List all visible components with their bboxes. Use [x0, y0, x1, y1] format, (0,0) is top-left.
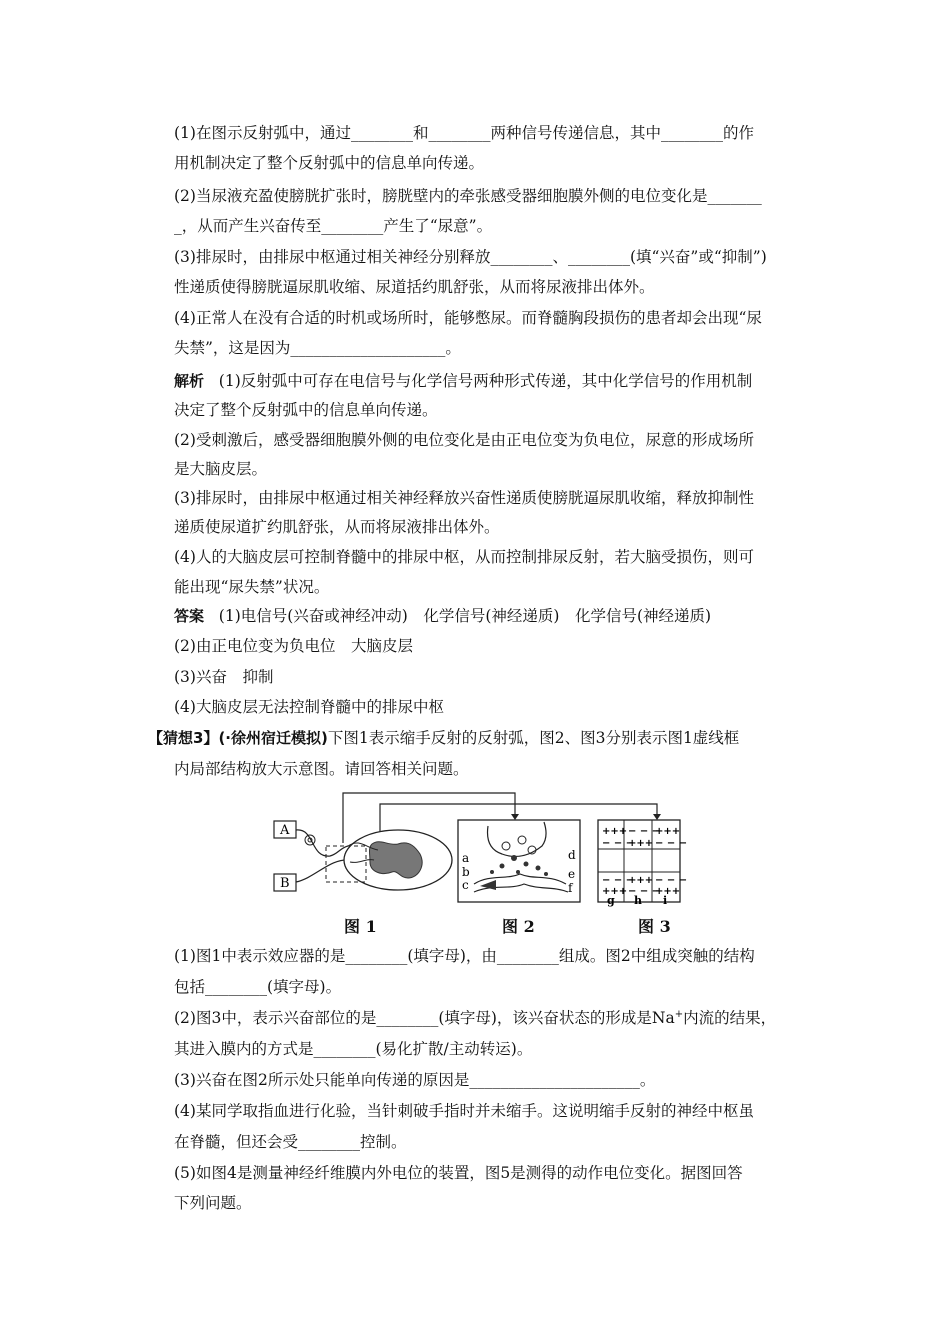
fig3-bottom-2: − − −	[628, 886, 661, 897]
arrow-head-fig3	[653, 814, 661, 820]
sub-q4-line1: (4)某同学取指血进行化验，当针刺破手指时并未缩手。这说明缩手反射的神经中枢虽	[174, 1102, 754, 1120]
caption-fig3: 图 3	[638, 917, 671, 936]
figure-2	[458, 820, 580, 902]
answer-text-1: (1)电信号(兴奋或神经冲动) 化学信号(神经递质) 化学信号(神经递质)	[218, 607, 712, 625]
answer-line1	[174, 605, 711, 627]
fig3-top-3: +++	[655, 826, 681, 837]
label-fig2-e: e	[568, 867, 576, 881]
sub-q2-superscript: +	[674, 1008, 684, 1020]
label-fig3-g: g	[607, 894, 615, 907]
fig3-row2-3: − − −	[655, 838, 688, 849]
guess-label: 【猜想3】	[148, 729, 219, 747]
figure-1	[274, 821, 452, 891]
q4-line1: (4)正常人在没有合适的时机或场所时，能够憋尿。而脊髓胸段损伤的患者却会出现“尿	[174, 309, 762, 327]
reflex-arc-figure	[270, 788, 690, 908]
analysis-label: 解析	[174, 372, 205, 390]
label-fig3-h: h	[634, 894, 642, 907]
q1-line1: (1)在图示反射弧中，通过________和________两种信号传递信息，其中________的作	[174, 124, 754, 142]
sub-q5-line2: 下列问题。	[174, 1194, 252, 1212]
analysis-line6: 递质使尿道扩约肌舒张，从而将尿液排出体外。	[174, 518, 500, 536]
label-a: A	[280, 823, 290, 838]
label-fig2-a: a	[462, 851, 470, 865]
q2-line2: _，从而产生兴奋传至________产生了“尿意”。	[174, 217, 493, 235]
guess-line1	[148, 727, 739, 749]
q3-line2: 性递质使得膀胱逼尿肌收缩、尿道括约肌舒张，从而将尿液排出体外。	[174, 278, 655, 296]
analysis-line3: (2)受刺激后，感受器细胞膜外侧的电位变化是由正电位变为负电位，尿意的形成场所	[174, 431, 754, 449]
q3-line1: (3)排尿时，由排尿中枢通过相关神经分别释放________、________(填“兴奋”或“抑制”)	[174, 248, 767, 266]
label-fig2-b: b	[462, 865, 470, 879]
arrow-head-fig2	[511, 814, 519, 820]
analysis-line5: (3)排尿时，由排尿中枢通过相关神经释放兴奋性递质使膀胱逼尿肌收缩，释放抑制性	[174, 489, 754, 507]
analysis-text-1: (1)反射弧中可存在电信号与化学信号两种形式传递，其中化学信号的作用机制	[218, 372, 753, 390]
sub-q2-line1	[174, 1007, 776, 1029]
fig3-bottom-3: +++	[655, 886, 681, 897]
analysis-line8: 能出现“尿失禁”状况。	[174, 578, 330, 596]
caption-fig2: 图 2	[502, 917, 535, 936]
answer-line3: (3)兴奋 抑制	[174, 668, 274, 686]
analysis-line1	[174, 370, 752, 392]
sub-q4-line2: 在脊髓，但还会受________控制。	[174, 1133, 407, 1151]
sub-q2-text-post: 内流的结果，	[683, 1009, 777, 1027]
sub-q1-line1: (1)图1中表示效应器的是________(填字母)，由________组成。图2中组成突触的结构	[174, 947, 755, 965]
fig3-row3-3: − − −	[655, 875, 688, 886]
fig3-row2-2: +++	[628, 838, 654, 849]
sub-q3-line1: (3)兴奋在图2所示处只能单向传递的原因是______________________。	[174, 1071, 656, 1089]
fig3-row3-1: − − −	[602, 875, 635, 886]
answer-label: 答案	[174, 607, 205, 625]
label-fig3-i: i	[663, 894, 668, 907]
q2-line1: (2)当尿液充盈使膀胱扩张时，膀胱壁内的牵张感受器细胞膜外侧的电位变化是_______	[174, 187, 762, 205]
answer-line2: (2)由正电位变为负电位 大脑皮层	[174, 637, 413, 655]
caption-fig1: 图 1	[344, 917, 377, 936]
sub-q2-text-pre: (2)图3中，表示兴奋部位的是________(填字母)，该兴奋状态的形成是Na	[174, 1009, 675, 1027]
figure-3	[598, 820, 687, 907]
label-fig2-c: c	[462, 878, 469, 892]
fig3-bottom-1: +++	[602, 886, 628, 897]
analysis-line4: 是大脑皮层。	[174, 460, 268, 478]
fig3-row2-1: − − −	[602, 838, 635, 849]
q1-line2: 用机制决定了整个反射弧中的信息单向传递。	[174, 154, 485, 172]
fig3-top-1: +++	[602, 826, 628, 837]
answer-line4: (4)大脑皮层无法控制脊髓中的排尿中枢	[174, 698, 444, 716]
guess-line2: 内局部结构放大示意图。请回答相关问题。	[174, 760, 469, 778]
guess-intro: 下图1表示缩手反射的反射弧，图2、图3分别表示图1虚线框	[327, 729, 740, 747]
label-fig2-d: d	[568, 848, 576, 862]
label-b: B	[280, 876, 290, 891]
guess-source: (·徐州宿迁模拟)	[218, 729, 328, 747]
analysis-line2: 决定了整个反射弧中的信息单向传递。	[174, 401, 438, 419]
grey-matter	[370, 842, 423, 878]
fig3-row3-2: +++	[628, 875, 654, 886]
q4-line2: 失禁”，这是因为____________________。	[174, 339, 461, 357]
fig3-top-2: − − −	[628, 826, 661, 837]
sub-q5-line1: (5)如图4是测量神经纤维膜内外电位的装置，图5是测得的动作电位变化。据图回答	[174, 1164, 743, 1182]
label-fig2-f: f	[568, 881, 573, 895]
analysis-line7: (4)人的大脑皮层可控制脊髓中的排尿中枢，从而控制排尿反射，若大脑受损伤，则可	[174, 548, 754, 566]
sub-q1-line2: 包括________(填字母)。	[174, 978, 342, 996]
sub-q2-line2: 其进入膜内的方式是________(易化扩散/主动转运)。	[174, 1040, 533, 1058]
